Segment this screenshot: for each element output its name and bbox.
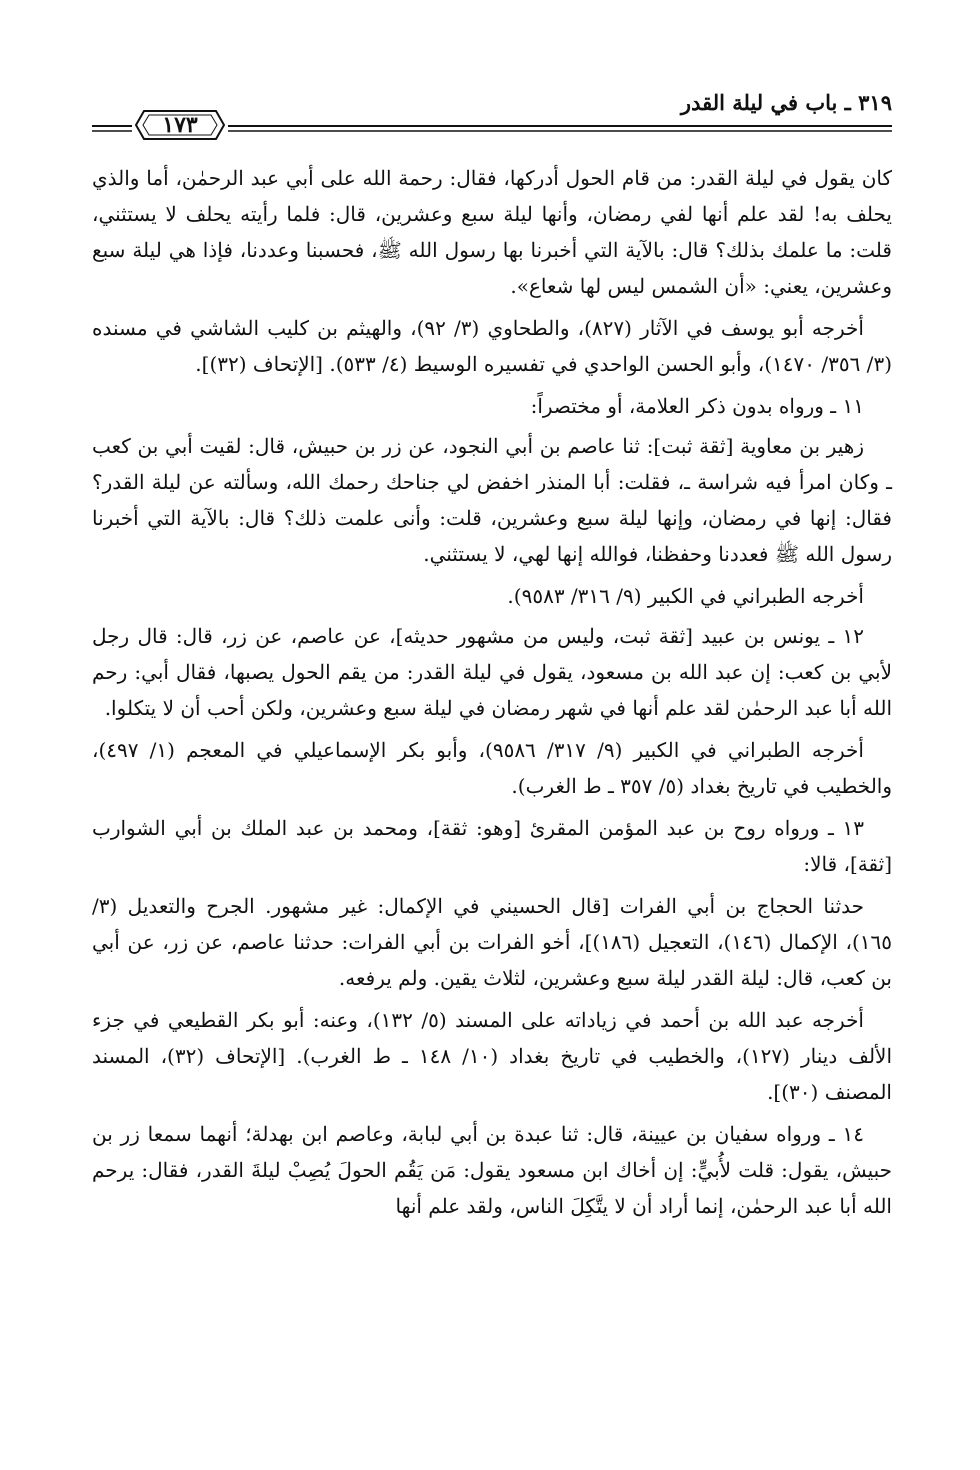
paragraph-section-13: ١٣ ـ ورواه روح بن عبد المؤمن المقرئ [وهو: ثقة]، ومحمد بن عبد الملك بن أبي الشوارب [ثقة]، قالا: bbox=[92, 816, 892, 876]
paragraph-section-12: ١٢ ـ يونس بن عبيد [ثقة ثبت، وليس من مشهور حديثه]، عن عاصم، عن زر، قال: قال رجل لأبي بن كعب: إن عبد الله بن مسعود، يقول في ليلة القدر: من يقم الحول يصبها، فقال أبي: رحم الله أبا عبد الرحمٰن لقد علم أنها في شهر رمضان في ليلة سبع وعشرين، ولكن أحب أن لا يتكلوا. bbox=[92, 624, 893, 720]
paragraph-section-11: ١١ ـ ورواه بدون ذكر العلامة، أو مختصراً: bbox=[530, 394, 864, 418]
paragraph-section-14: ١٤ ـ ورواه سفيان بن عيينة، قال: ثنا عبدة بن أبي لبابة، وعاصم ابن بهدلة؛ أنهما سمعا زر بن حبيش، يقول: قلت لأُبيٍّ: إن أخاك ابن مسعود يقول: مَن يَقُم الحولَ يُصِبْ ليلةَ القدر، فقال: يرحم الله أبا عبد الرحمٰن، إنما أراد أن لا يتَّكِلَ الناس، ولقد علم أنها bbox=[92, 1122, 892, 1218]
main-text bbox=[92, 160, 892, 1230]
paragraph-takhrij-4: أخرجه عبد الله بن أحمد في زياداته على المسند (٥/ ١٣٢)، وعنه: أبو بكر القطيعي في جزء الألف دينار (١٢٧)، والخطيب في تاريخ بغداد (١٠/ ١٤٨ ـ ط الغرب). [الإتحاف (٣٢)، المسند المصنف (٣٠)]. bbox=[92, 1008, 892, 1104]
paragraph-takhrij-1: أخرجه أبو يوسف في الآثار (٨٢٧)، والطحاوي (٣/ ٩٢)، والهيثم بن كليب الشاشي في مسنده (٣/ ٣٥٦/ ١٤٧٠)، وأبو الحسن الواحدي في تفسيره الوسيط (٤/ ٥٣٣). [الإتحاف (٣٢)]. bbox=[92, 316, 892, 376]
paragraph-zuhair-narration: زهير بن معاوية [ثقة ثبت]: ثنا عاصم بن أبي النجود، عن زر بن حبيش، قال: لقيت أبي بن كعب ـ وكان امرأ فيه شراسة ـ، فقلت: أبا المنذر اخفض لي جناحك رحمك الله، وسألته عن ليلة القدر؟ فقال: إنها في رمضان، وإنها ليلة سبع وعشرين، قلت: وأنى علمت ذلك؟ قال: بالآية التي أخبرنا رسول الله ﷺ فعددنا وحفظنا، فوالله إنها لهي، لا يستثني. bbox=[92, 434, 892, 566]
running-title: ٣١٩ ـ باب في ليلة القدر bbox=[680, 90, 892, 115]
paragraph-hajjaj-narration: حدثنا الحجاج بن أبي الفرات [قال الحسيني في الإكمال: غير مشهور. الجرح والتعديل (٣/ ١٦٥)، الإكمال (١٤٦)، التعجيل (١٨٦)]، أخو الفرات بن أبي الفرات: حدثنا عاصم، عن زر، عن أبي بن كعب، قال: ليلة القدر ليلة سبع وعشرين، لثلاث يقين. ولم يرفعه. bbox=[92, 894, 893, 990]
book-page bbox=[92, 78, 892, 1378]
page-number: ١٧٣ bbox=[162, 112, 198, 138]
paragraph-takhrij-3: أخرجه الطبراني في الكبير (٩/ ٣١٧/ ٩٥٨٦)، وأبو بكر الإسماعيلي في المعجم (١/ ٤٩٧)، والخطيب في تاريخ بغداد (٥/ ٣٥٧ ـ ط الغرب). bbox=[92, 738, 892, 798]
page-header bbox=[92, 78, 892, 148]
paragraph-hadith-continuation: كان يقول في ليلة القدر: من قام الحول أدركها، فقال: رحمة الله على أبي عبد الرحمٰن، أما والذي يحلف به! لقد علم أنها لفي رمضان، وأنها ليلة سبع وعشرين، قال: فلما رأيته يحلف لا يستثني، قلت: ما علمك بذلك؟ قال: بالآية التي أخبرنا بها رسول الله ﷺ، فحسبنا وعددنا، فإذا هي ليلة سبع وعشرين، يعني: «أن الشمس ليس لها شعاع». bbox=[92, 166, 892, 298]
paragraph-takhrij-2: أخرجه الطبراني في الكبير (٩/ ٣١٦/ ٩٥٨٣). bbox=[507, 584, 864, 608]
